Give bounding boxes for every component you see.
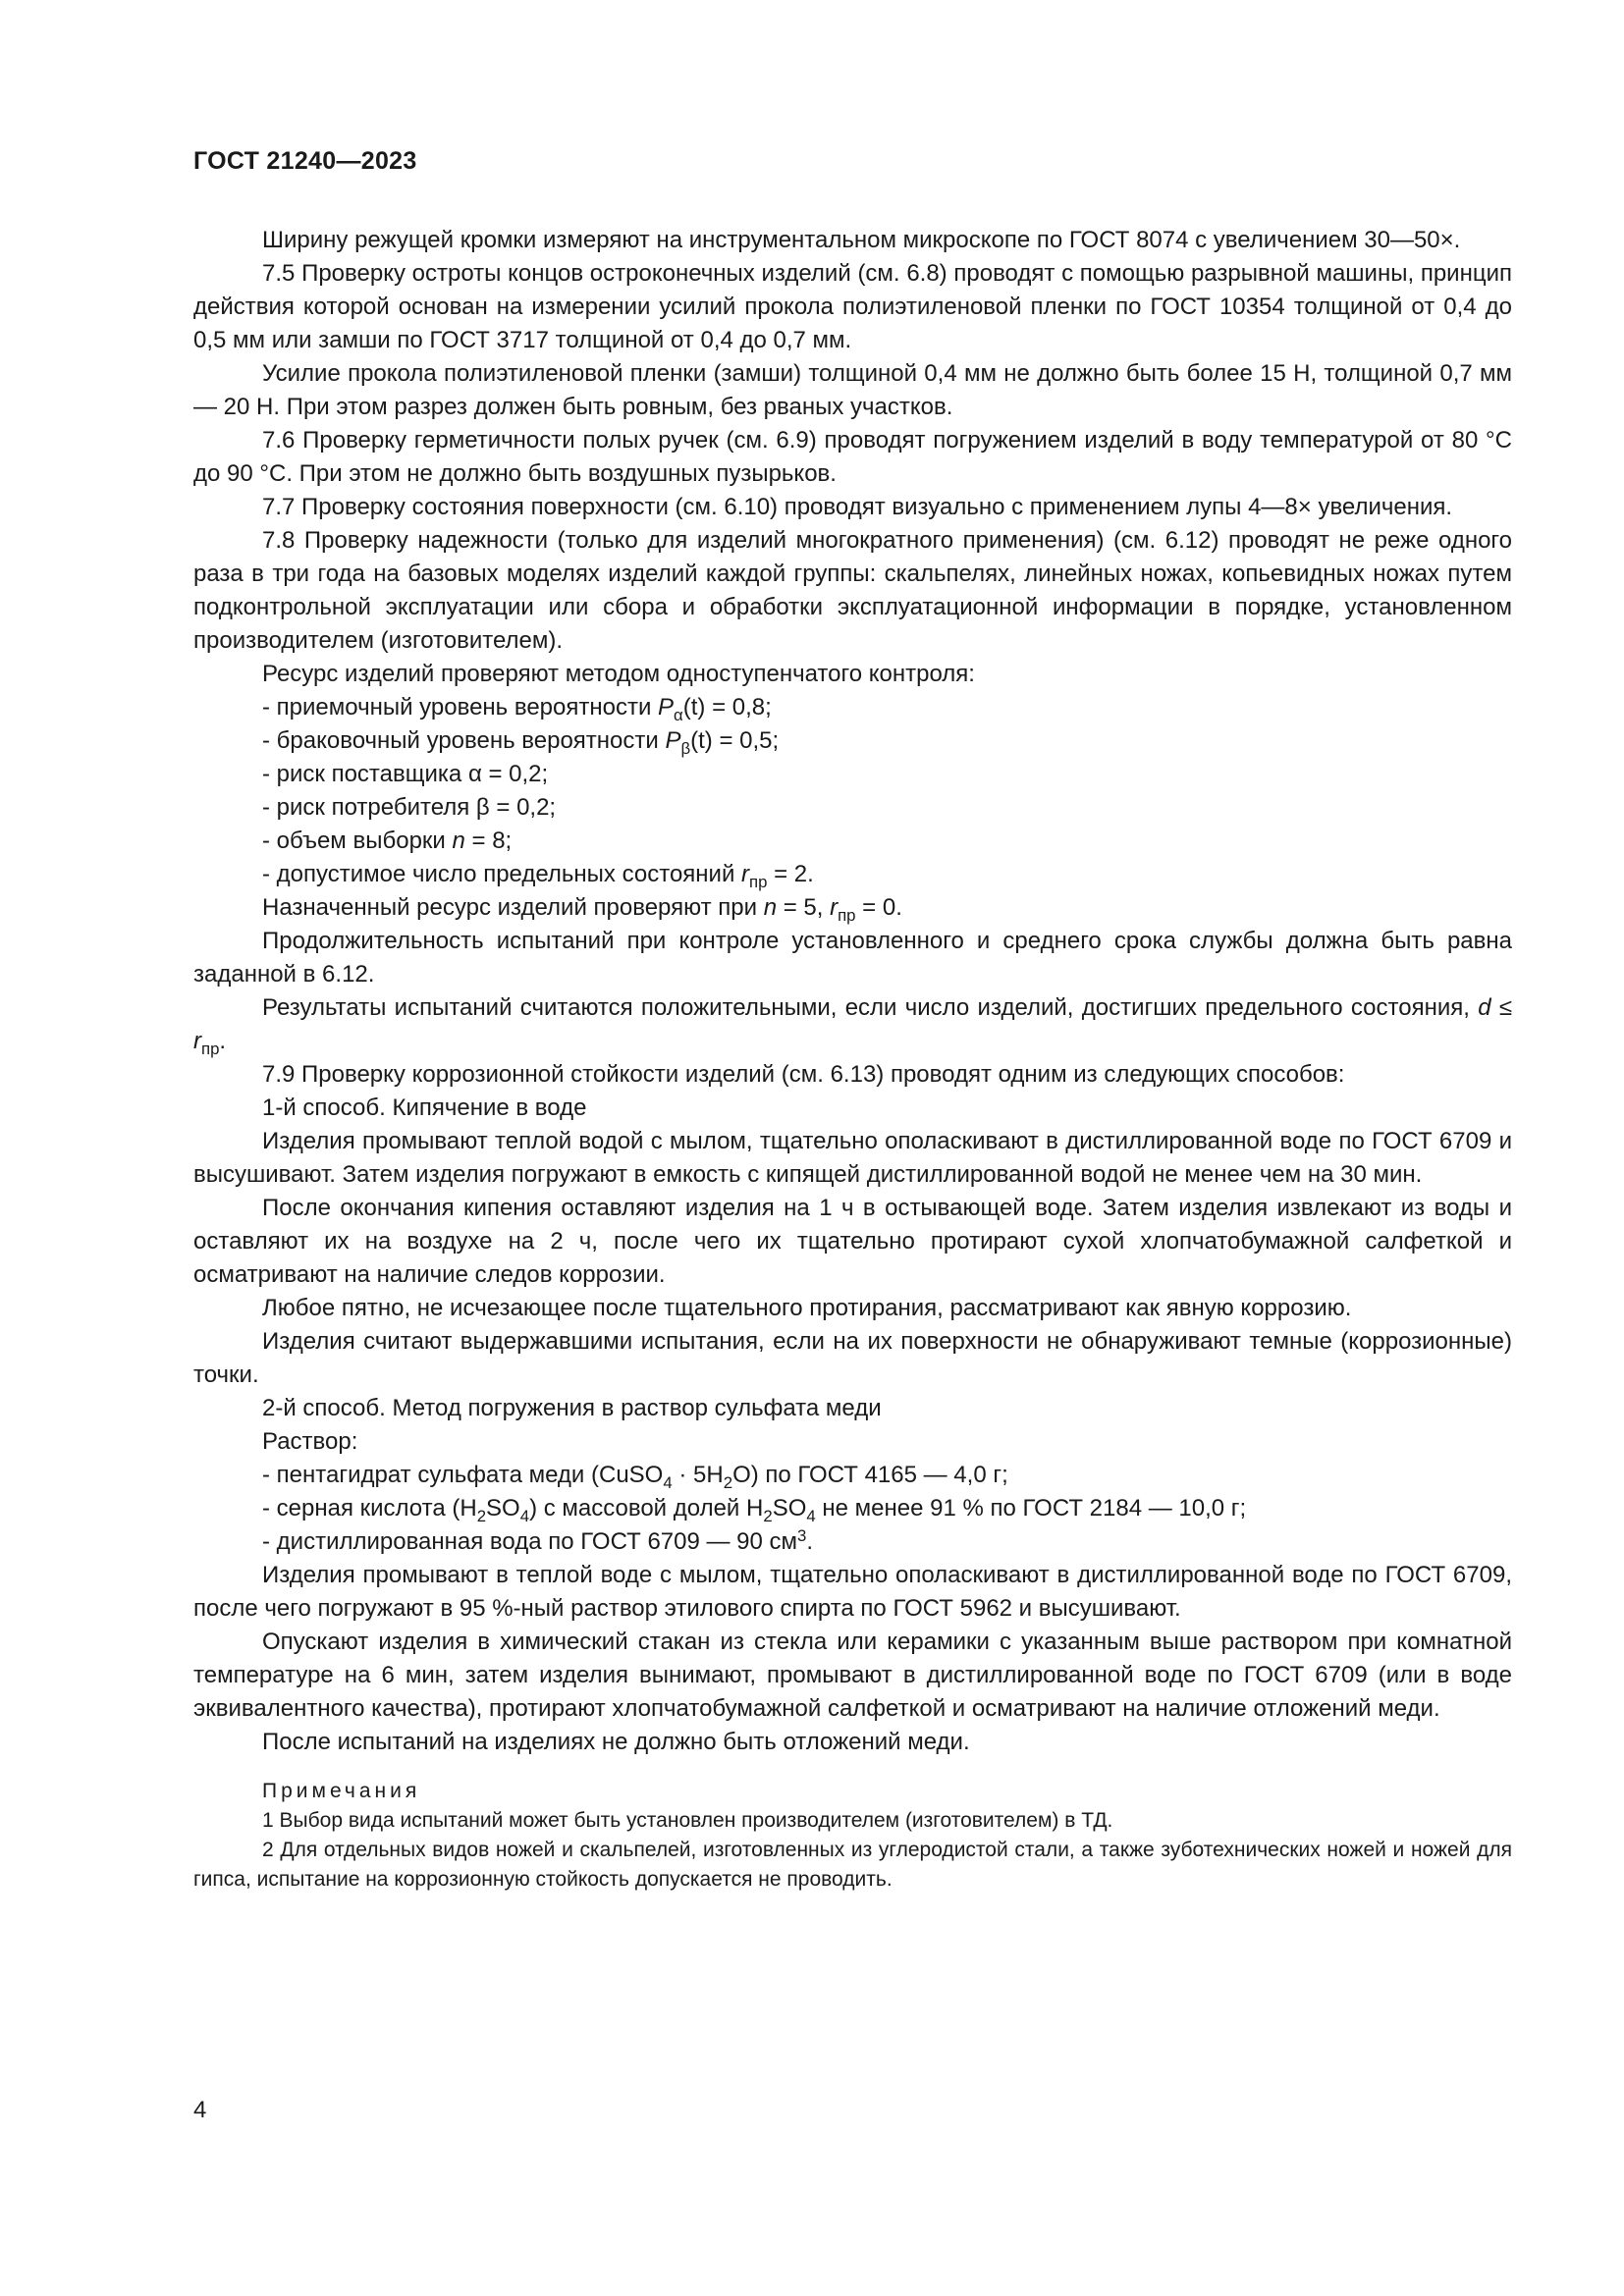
note-item: 1 Выбор вида испытаний может быть установлен производителем (изготовителем) в ТД.: [262, 1809, 1113, 1832]
paragraph: После испытаний на изделиях не должно быть отложений меди.: [262, 1729, 970, 1755]
paragraph: 1-й способ. Кипячение в воде: [262, 1095, 587, 1121]
list-item: - пентагидрат сульфата меди (CuSO$_4$ · $5H_2O$) по ГОСТ 4165 — 4,0 г;: [262, 1462, 1008, 1492]
list-item: - серная кислота $(H_2SO_4)$ с массовой долей $H_2SO_4$ не менее 91 % по ГОСТ 2184 — 10,0 г;: [262, 1495, 1247, 1525]
list-item: - браковочный уровень вероятности $P_\beta(t) = 0,5$;: [262, 727, 780, 758]
document-body: [193, 224, 1512, 1895]
list-item: - риск поставщика α = 0,2;: [262, 761, 549, 787]
list-item: - объем выборки n = 8;: [262, 828, 513, 854]
paragraph: 7.6 Проверку герметичности полых ручек (см. 6.9) проводят погружением изделий в воду температурой от 80 °С до 90 °С. При этом не должно быть воздушных пузырьков.: [193, 427, 1512, 487]
notes-section: [193, 1777, 1512, 1895]
paragraph: Ширину режущей кромки измеряют на инструментальном микроскопе по ГОСТ 8074 с увеличением 30—50×.: [262, 227, 1461, 253]
paragraph: 7.8 Проверку надежности (только для изделий многократного применения) (см. 6.12) проводят не реже одного раза в три года на базовых моделях изделий каждой группы: скальпелях, линейных ножах, копьевидных ножах путем подконтрольной эксплуатации или сбора и обработки эксплуатационной информации в порядке, установленном производителем (изготовителем).: [193, 527, 1512, 654]
paragraph: 7.7 Проверку состояния поверхности (см. 6.10) проводят визуально с применением лупы 4—8× увеличения.: [262, 494, 1453, 520]
paragraph: Изделия промывают в теплой воде с мылом, тщательно ополаскивают в дистиллированной воде по ГОСТ 6709, после чего погружают в 95 %-ный раствор этилового спирта по ГОСТ 5962 и высушивают.: [193, 1562, 1512, 1622]
paragraph: Изделия промывают теплой водой с мылом, тщательно ополаскивают в дистиллированной воде по ГОСТ 6709 и высушивают. Затем изделия погружают в емкость с кипящей дистиллированной водой не менее чем на 30 мин.: [193, 1128, 1512, 1188]
paragraph: Раствор:: [262, 1428, 358, 1455]
document-header: ГОСТ 21240—2023: [193, 147, 417, 175]
paragraph: 2-й способ. Метод погружения в раствор сульфата меди: [262, 1395, 882, 1421]
page-number: 4: [193, 2097, 207, 2123]
paragraph: Результаты испытаний считаются положительными, если число изделий, достигших предельного состояния, $d \le r_{пр}$.: [193, 994, 1513, 1058]
list-item: - риск потребителя β = 0,2;: [262, 794, 557, 821]
paragraph: Назначенный ресурс изделий проверяют при n = 5, $r_{пр} = 0$.: [262, 894, 902, 925]
paragraph: 7.9 Проверку коррозионной стойкости изделий (см. 6.13) проводят одним из следующих способов:: [262, 1061, 1345, 1088]
paragraph: Любое пятно, не исчезающее после тщательного протирания, рассматривают как явную коррозию.: [262, 1295, 1352, 1321]
paragraph: Ресурс изделий проверяют методом одноступенчатого контроля:: [262, 661, 975, 687]
paragraph: 7.5 Проверку остроты концов остроконечных изделий (см. 6.8) проводят с помощью разрывной машины, принцип действия которой основан на измерении усилий прокола полиэтиленовой пленки по ГОСТ 10354 толщиной от 0,4 до 0,5 мм или замши по ГОСТ 3717 толщиной от 0,4 до 0,7 мм.: [193, 260, 1512, 353]
list-item: - приемочный уровень вероятности $P_\alpha(t) = 0,8$;: [262, 694, 772, 724]
paragraph: Усилие прокола полиэтиленовой пленки (замши) толщиной 0,4 мм не должно быть более 15 Н, толщиной 0,7 мм — 20 Н. При этом разрез должен быть ровным, без рваных участков.: [193, 360, 1512, 420]
paragraph: Продолжительность испытаний при контроле установленного и среднего срока службы должна быть равна заданной в 6.12.: [193, 928, 1512, 988]
paragraph: Опускают изделия в химический стакан из стекла или керамики с указанным выше раствором при комнатной температуре на 6 мин, затем изделия вынимают, промывают в дистиллированной воде по ГОСТ 6709 (или в воде эквивалентного качества), протирают хлопчатобумажной салфеткой и осматривают на наличие отложений меди.: [193, 1629, 1512, 1722]
notes-title: Примечания: [262, 1780, 421, 1802]
paragraph: Изделия считают выдержавшими испытания, если на их поверхности не обнаруживают темные (коррозионные) точки.: [193, 1328, 1512, 1388]
list-item: - дистиллированная вода по ГОСТ 6709 — 90 $см^3$.: [262, 1526, 814, 1555]
note-item: 2 Для отдельных видов ножей и скальпелей, изготовленных из углеродистой стали, а также зуботехнических ножей и ножей для гипса, испытание на коррозионную стойкость допускается не проводить.: [193, 1839, 1512, 1891]
paragraph: После окончания кипения оставляют изделия на 1 ч в остывающей воде. Затем изделия извлекают из воды и оставляют их на воздухе на 2 ч, после чего их тщательно протирают сухой хлопчатобумажной салфеткой и осматривают на наличие следов коррозии.: [193, 1195, 1512, 1288]
list-item: - допустимое число предельных состояний $r_{пр} = 2$.: [262, 861, 814, 891]
